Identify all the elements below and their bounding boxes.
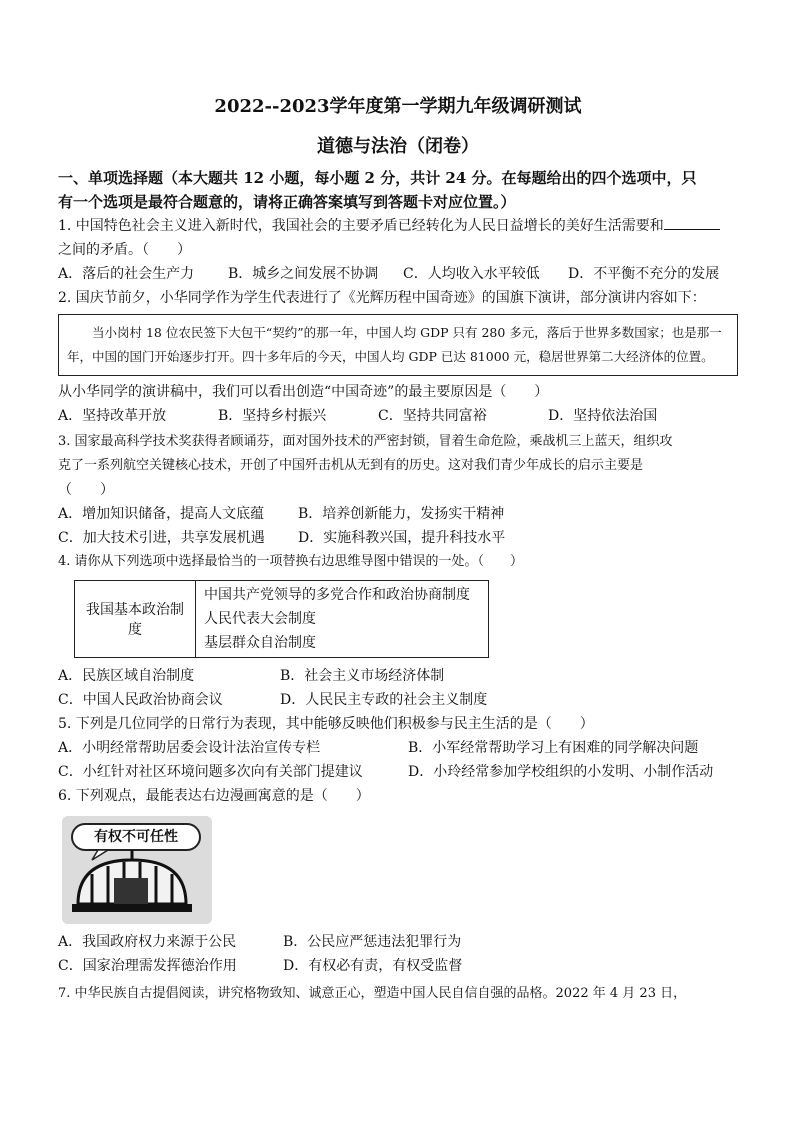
- question-6-stem: 6. 下列观点，最能表达右边漫画寓意的是（ ）: [58, 788, 370, 804]
- option-b: B．城乡之间发展不协调: [228, 266, 379, 282]
- question-1-options: [58, 262, 738, 286]
- mind-map-items: [196, 581, 489, 658]
- question-4-stem: 4. 请你从下列选项中选择最恰当的一项替换右边思维导图中错误的一处。（ ）: [58, 554, 524, 569]
- question-5-options-row2: [58, 760, 738, 784]
- option-c: C．小红针对社区环境问题多次向有关部门提建议: [58, 764, 363, 780]
- question-5: [58, 712, 738, 784]
- mind-map-item: 人民代表大会制度: [204, 611, 316, 627]
- option-c: C．国家治理需发挥德治作用: [58, 958, 237, 974]
- option-b: B．培养创新能力，发扬实干精神: [298, 506, 505, 522]
- question-1-stem-line2: 之间的矛盾。（ ）: [58, 242, 191, 258]
- option-d: D．人民民主专政的社会主义制度: [280, 692, 488, 708]
- question-3-options-row1: [58, 502, 738, 526]
- cartoon-image: [62, 816, 212, 924]
- question-6-options-row1: [58, 930, 738, 954]
- option-a: A．小明经常帮助居委会设计法治宣传专栏: [58, 740, 321, 756]
- option-c: C．加大技术引进，共享发展机遇: [58, 530, 265, 546]
- option-b: B．小军经常帮助学习上有困难的同学解决问题: [408, 740, 699, 756]
- speech-excerpt-box: 当小岗村 18 位农民签下大包干“契约”的那一年，中国人均 GDP 只有 280 多元，落后于世界多数国家；也是那一年，中国的国门开始逐步打开。四十多年后的今天，中国人均 GDP 已达 81000 元，稳居世界第二大经济体的位置。: [58, 314, 738, 376]
- option-c: C．中国人民政治协商会议: [58, 692, 223, 708]
- question-2: [58, 286, 738, 428]
- option-d: D．有权必有责，有权受监督: [283, 958, 463, 974]
- answer-blank: [664, 215, 720, 230]
- question-4: [58, 550, 738, 712]
- mind-map-item: 基层群众自治制度: [204, 635, 316, 651]
- question-3: [58, 430, 738, 550]
- question-2-question: 从小华同学的演讲稿中，我们可以看出创造“中国奇迹”的最主要原因是（ ）: [58, 384, 549, 400]
- question-3-options-row2: [58, 526, 738, 550]
- option-b: B．社会主义市场经济体制: [280, 668, 445, 684]
- question-7: [58, 982, 738, 1006]
- question-6-options-row2: [58, 954, 738, 978]
- exam-page: [58, 92, 738, 1006]
- mind-map-root: 我国基本政治制度: [75, 581, 196, 658]
- question-1-stem-line1: 1. 中国特色社会主义进入新时代，我国社会的主要矛盾已经转化为人民日益增长的美好生活需要和: [58, 218, 664, 234]
- question-1-stem: [58, 214, 738, 238]
- option-d: D．小玲经常参加学校组织的小发明、小制作活动: [408, 764, 714, 780]
- question-2-stem: 2. 国庆节前夕，小华同学作为学生代表进行了《光辉历程中国奇迹》的国旗下演讲，部分演讲内容如下：: [58, 290, 706, 306]
- mind-map-table: [74, 580, 489, 658]
- question-5-stem: 5. 下列是几位同学的日常行为表现，其中能够反映他们积极参与民主生活的是（ ）: [58, 716, 594, 732]
- section-heading-line1: 一、单项选择题（本大题共 12 小题，每小题 2 分，共计 24 分。在每题给出的四个选项中，只: [58, 169, 697, 187]
- option-a: A．增加知识储备，提高人文底蕴: [58, 506, 265, 522]
- option-b: B．坚持乡村振兴: [218, 408, 327, 424]
- section-heading: [58, 166, 738, 214]
- question-1: [58, 214, 738, 286]
- option-a: A．我国政府权力来源于公民: [58, 934, 237, 950]
- option-a: A．民族区域自治制度: [58, 668, 195, 684]
- question-3-stem-line3: （ ）: [58, 482, 114, 498]
- option-d: D．不平衡不充分的发展: [568, 266, 720, 282]
- question-4-options-row1: [58, 664, 738, 688]
- question-7-stem: 7. 中华民族自古提倡阅读，讲究格物致知、诚意正心，塑造中国人民自信自强的品格。2022 年 4 月 23 日，: [58, 986, 687, 1001]
- exam-title: 2022--2023学年度第一学期九年级调研测试: [214, 96, 582, 117]
- option-c: C．坚持共同富裕: [378, 408, 487, 424]
- option-d: D．实施科教兴国，提升科技水平: [298, 530, 506, 546]
- question-4-options-row2: [58, 688, 738, 712]
- option-a: A．落后的社会生产力: [58, 266, 195, 282]
- cartoon-caption: 有权不可任性: [94, 829, 178, 845]
- question-5-options-row1: [58, 736, 738, 760]
- section-heading-line2: 有一个选项是最符合题意的，请将正确答案填写到答题卡对应位置。）: [58, 193, 516, 211]
- mind-map-item: 中国共产党领导的多党合作和政治协商制度: [204, 587, 470, 603]
- question-3-stem-line2: 克了一系列航空关键核心技术，开创了中国歼击机从无到有的历史。这对我们青少年成长的启示主要是: [58, 458, 644, 473]
- question-6: [58, 784, 738, 978]
- option-b: B．公民应严惩违法犯罪行为: [283, 934, 462, 950]
- question-2-options: [58, 404, 738, 428]
- question-3-stem-line1: 3. 国家最高科学技术奖获得者顾诵芬，面对国外技术的严密封锁，冒着生命危险，乘战机三上蓝天，组织攻: [58, 434, 673, 449]
- option-d: D．坚持依法治国: [548, 408, 658, 424]
- option-c: C．人均收入水平较低: [403, 266, 540, 282]
- exam-subtitle: 道德与法治（闭卷）: [317, 136, 479, 157]
- option-a: A．坚持改革开放: [58, 408, 167, 424]
